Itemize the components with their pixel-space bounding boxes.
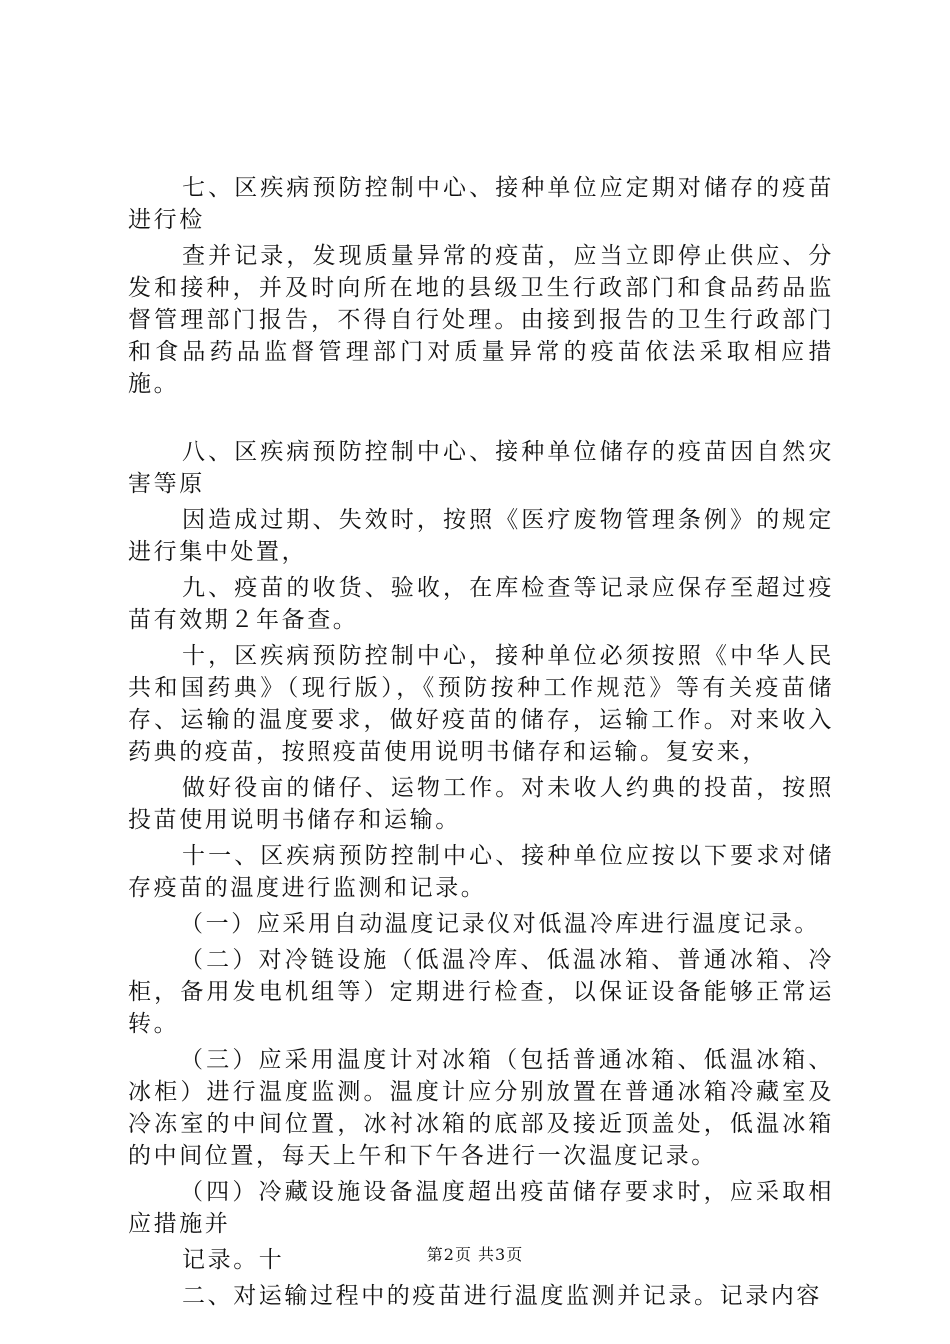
paragraph-record: 记录。十 bbox=[182, 1247, 285, 1273]
paragraph-twelve: 二、对运输过程中的疫苗进行温度监测并记录。记录内容 bbox=[182, 1283, 822, 1309]
paragraph-seven-continued: 查并记录，发现质量异常的疫苗，应当立即停止供应、分发和接种，并及时向所在地的县级卫生行政部门和食品药品监督管理部门报告，不得自行处理。由接到报告的卫生行政部门和食品药品监督管理部门对质量异常的疫苗依法采取相应措施。 bbox=[128, 243, 834, 397]
paragraph-ten-continued: 做好役亩的储仔、运物工作。对未收人约典的投苗，按照投苗使用说明书储存和运输。 bbox=[128, 775, 834, 833]
page-number-footer: 第2页 共3页 bbox=[426, 1245, 524, 1264]
paragraph-eleven: 十一、区疾病预防控制中心、接种单位应按以下要求对储存疫苗的温度进行监测和记录。 bbox=[128, 843, 834, 901]
paragraph-seven: 七、区疾病预防控制中心、接种单位应定期对储存的疫苗进行检 bbox=[128, 175, 834, 233]
sub-item-three: （三）应采用温度计对冰箱（包括普通冰箱、低温冰箱、冰柜）进行温度监测。温度计应分别放置在普通冰箱冷藏室及冷冻室的中间位置，冰衬冰箱的底部及接近顶盖处，低温冰箱的中间位置，每天上午和下午各进行一次温度记录。 bbox=[128, 1047, 834, 1169]
document-body bbox=[128, 172, 834, 1316]
sub-item-four: （四）冷藏设施设备温度超出疫苗储存要求时，应采取相应措施并 bbox=[128, 1179, 834, 1237]
sub-item-two: （二）对冷链设施（低温冷库、低温冰箱、普通冰箱、冷柜，备用发电机组等）定期进行检查，以保证设备能够正常运转。 bbox=[128, 947, 834, 1037]
paragraph-eight-continued: 因造成过期、失效时，按照《医疗废物管理条例》的规定进行集中处置， bbox=[128, 507, 834, 565]
paragraph-ten: 十，区疾病预防控制中心，接种单位必须按照《中华人民共和国药典》（现行版），《预防按种工作规范》等有关疫苗储存、运输的温度要求，做好疫苗的储存，运输工作。对来收入药典的疫苗，按照疫苗使用说明书储存和运输。复安来， bbox=[128, 643, 834, 765]
paragraph-eight: 八、区疾病预防控制中心、接种单位储存的疫苗因自然灾害等原 bbox=[128, 439, 834, 497]
sub-item-one: （一）应采用自动温度记录仪对低温冷库进行温度记录。 bbox=[180, 911, 820, 937]
paragraph-nine: 九、疫苗的收货、验收，在库检查等记录应保存至超过疫苗有效期２年备查。 bbox=[128, 575, 834, 633]
